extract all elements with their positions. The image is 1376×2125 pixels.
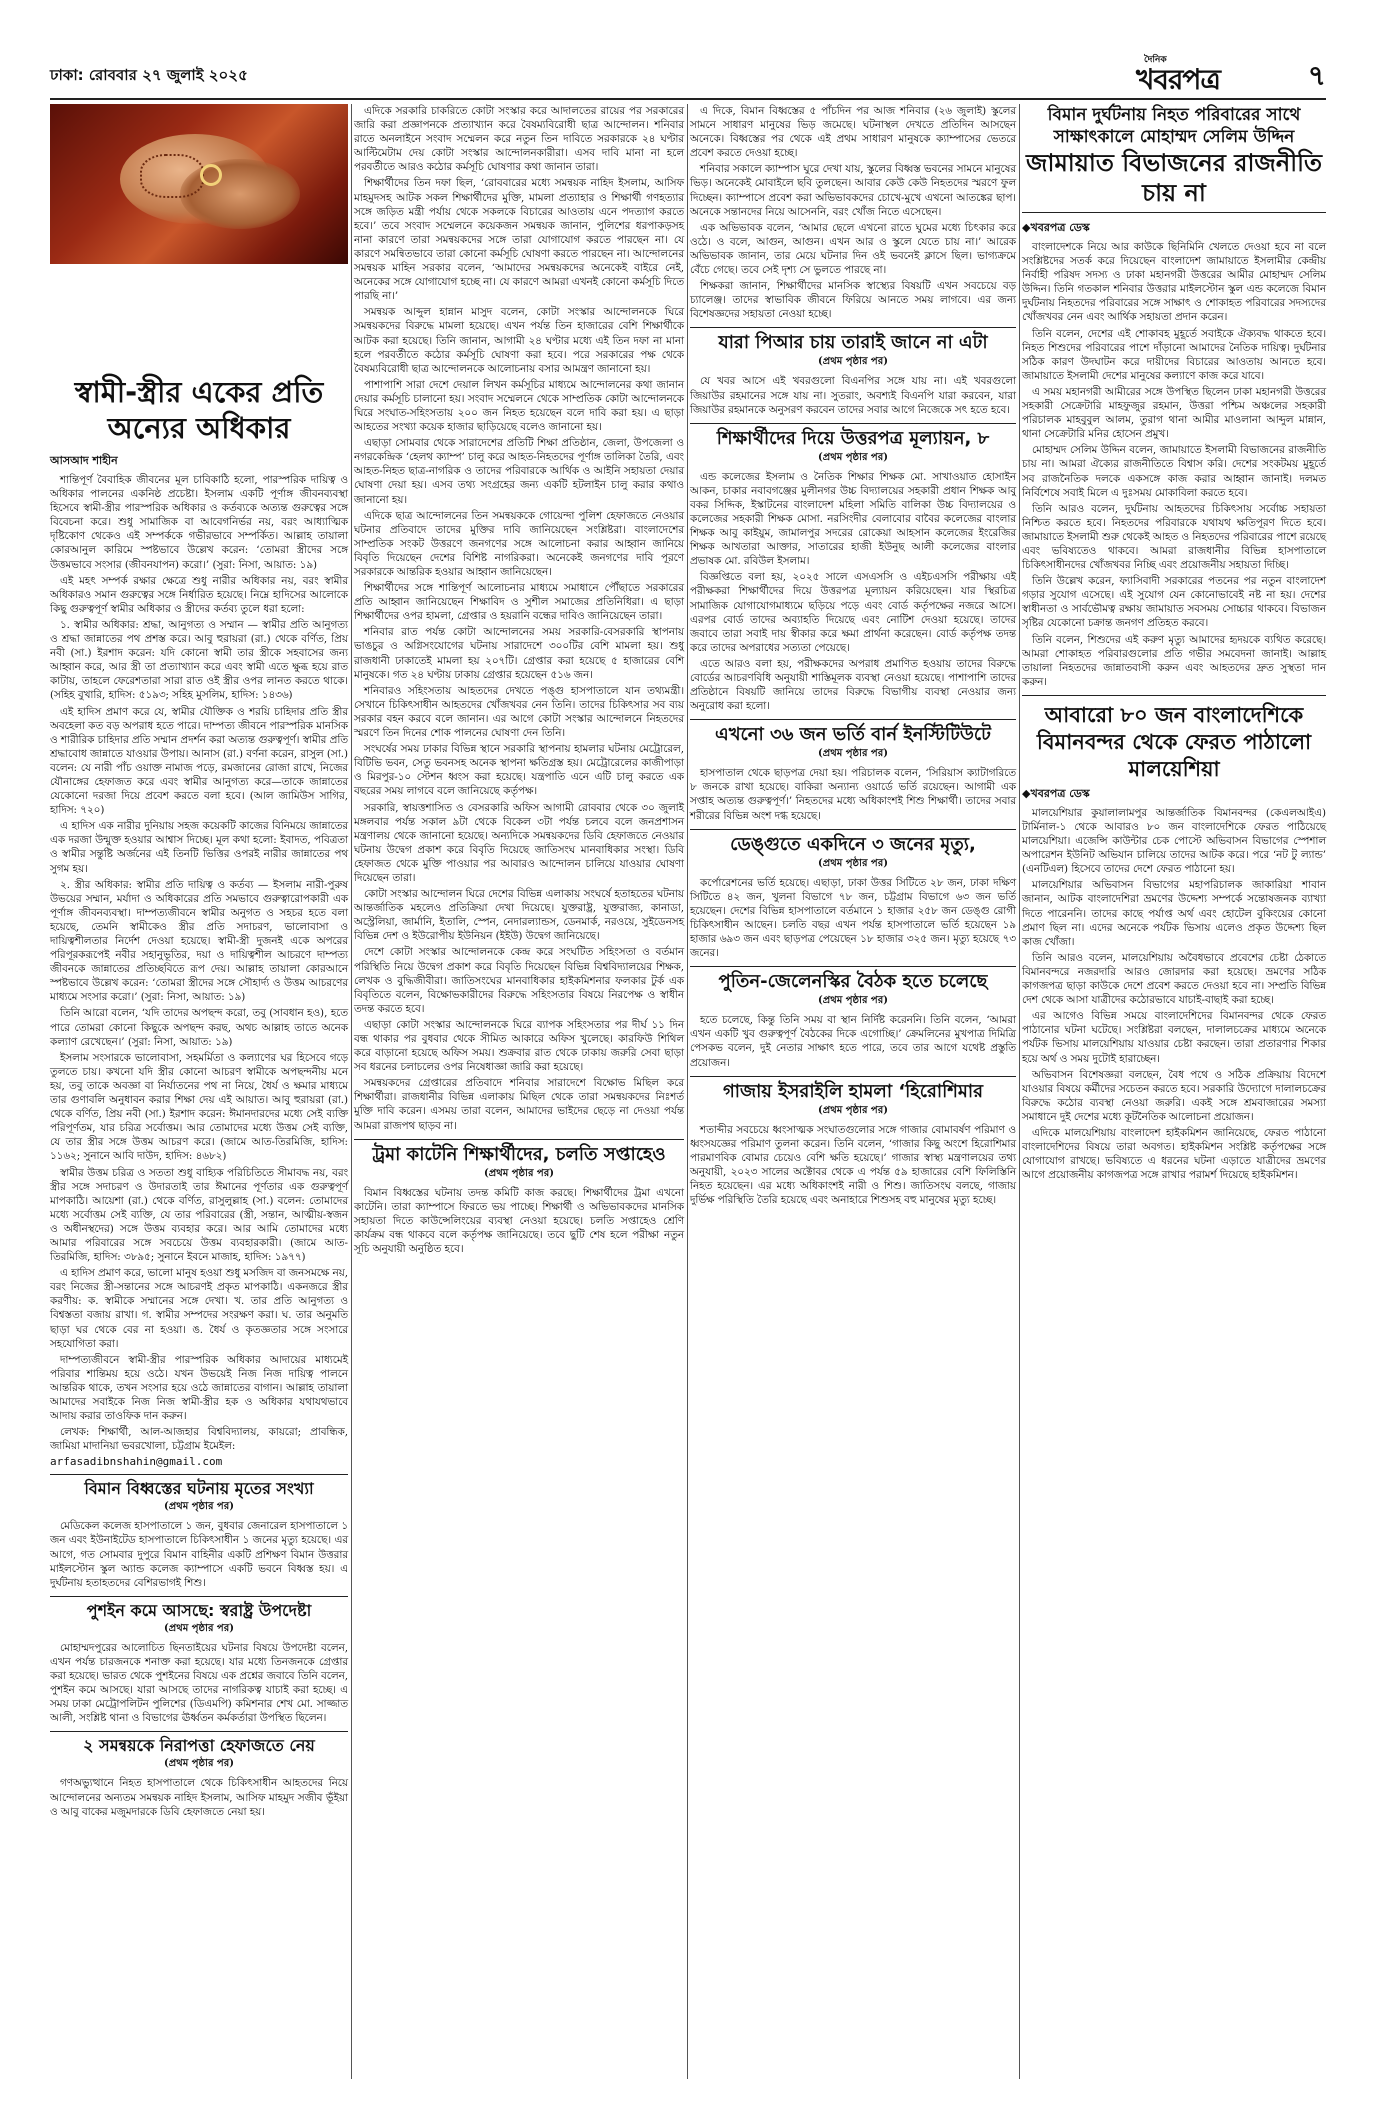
article-title: স্বামী-স্ত্রীর একের প্রতি অন্যের অধিকার — [74, 375, 324, 445]
paragraph: শিক্ষার্থীদের তিন দফা ছিল, ‘রোববারের মধ্যে সমন্বয়ক নাহিদ ইসলাম, আসিফ মাহমুদসহ আটক সকল শিক্ষার্থীদের মুক্তি, মামলা প্রত্যাহার ও শিক্ষার্থী গণহত্যার সঙ্গে জড়িত মন্ত্রী পর্যায় থেকে সকলকে বিচারের আওতায় এনে পদত্যাগ করতে হবে।’ তবে সংবাদ সম্মেলনে কয়েকজন সমন্বয়ক জানান, পুলিশের ধরপাকড়সহ নানা কারণে তারা সমন্বয়কদের সঙ্গে তারা যোগাযোগ করতে পারছেন না। যে কারণে সমন্বিতভাবে তারা কোনো কর্মসূচি ঘোষণা করতে পারছেন না। আন্দোলনের সমন্বয়ক মাহিন সরকার বলেন, ‘আমাদের সমন্বয়কদের অনেকেই বাইরে নেই, অনেকের সঙ্গে যোগাযোগ হচ্ছে না। যে কারণে আমরা এখনই কোনো কর্মসূচি দিতে পারছি না।’ — [354, 177, 684, 303]
story-body — [354, 1186, 684, 1256]
paragraph: শনিবার সকালে ক্যাম্পাস ঘুরে দেখা যায়, স্কুলের বিধ্বস্ত ভবনের সামনে মানুষের ভিড়। অনেকেই মোবাইলে ছবি তুলছেন। আবার কেউ কেউ নিহতদের স্মরণে ফুল দিচ্ছেন। ক্যাম্পাসে প্রবেশ করা অভিভাবকদের চোখে-মুখে এখনো আতঙ্কের ছাপ। অনেকে সন্তানদের নিয়ে আসেননি, বরং খোঁজ নিতে এসেছেন। — [690, 163, 1016, 218]
paragraph: এন্ড কলেজের ইসলাম ও নৈতিক শিক্ষার শিক্ষক মো. সাখাওয়াত হোসাইন আকন, চাকার নবাবগঞ্জের মুলীনগর উচ্চ বিদ্যালয়ের সহকারী প্রধান শিক্ষক আবু বকর সিদ্দিক, ইস্কাটনের বাংলাদেশ মহিলা সমিতি বালিকা উচ্চ বিদ্যালয়ের ও কলেজের সহকারী শিক্ষক মোসা. নরসিংদীর বেলাবোর বাবৈর কলেজের বাংলার শিক্ষক আবু কাইয়ুম, জামালপুর সদরের রোকেয়া আহসান কলেজের ইংরেজির শিক্ষক আখতারা আক্তার, সাতারের হাজী ইউনুছ আলী কলেজের বাংলার প্রভাষক মো. রবিউল ইসলাম। — [690, 470, 1016, 568]
lead-story-header — [1022, 104, 1326, 213]
paragraph: গণঅভ্যুত্থানে নিহত হাসপাতালে থেকে চিকিৎসাধীন আহতদের নিয়ে আন্দোলনের অন্যতম সমন্বয়ক নাহিদ ইসলাম, আসিফ মাহমুদ সজীব ভূঁইয়া ও আবু বাকের মজুমদারকে ডিবি হেফাজতে নেয়া হয়। — [50, 1777, 348, 1818]
paragraph: সমন্বয়কদের গ্রেপ্তারের প্রতিবাদে শনিবার সারাদেশে বিক্ষোভ মিছিল করে শিক্ষার্থীরা। রাজধানীর বিভিন্ন এলাকায় মিছিল থেকে তারা সমন্বয়কদের নিঃশর্ত মুক্তি দাবি করেন। এসময় তারা বলেন, আমাদের ভাইদের ছেড়ে না দেওয়া পর্যন্ত আমরা রাজপথ ছাড়ব না। — [354, 1077, 684, 1132]
page-number: ৭ — [1307, 59, 1326, 92]
section-divider — [354, 1139, 684, 1140]
story-kicker: বিমান দুর্ঘটনায় নিহত পরিবারের সাথে সাক্ষাৎকালে মোহাম্মদ সেলিম উদ্দিন — [1047, 105, 1301, 147]
story-headline: আবারো ৮০ জন বাংলাদেশিকে বিমানবন্দর থেকে ফেরত পাঠালো মালয়েশিয়া — [1036, 702, 1312, 781]
paragraph: তিনি আরো বলেন, ‘যদি তাদের অপছন্দ করো, তবু (সাবধান হও), হতে পারে তোমরা কোনো কিছুকে অপছন্দ করছ, অথচ আল্লাহ তাতে অনেক কল্যাণ রেখেছেন।’ (সুরা: নিসা, আয়াত: ১৯) — [50, 1007, 348, 1048]
paragraph: ইসলাম সংসারকে ভালোবাসা, সহমর্মিতা ও কল্যাণের ঘর হিসেবে গড়ে তুলতে চায়। কখনো যদি স্ত্রীর কোনো আচরণ স্বামীকে অপছন্দনীয় মনে হয়, তবু তাকে অবজ্ঞা বা নির্যাতনের পথ না নিয়ে, ধৈর্য ও ক্ষমার মাধ্যমে তার গুণাবলি অনুধাবন করার শিক্ষা দেয় এই আয়াত। আবু হুরায়রা (রা.) থেকে বর্ণিত, প্রিয় নবী (সা.) ইরশাদ করেন: ঈমানদারদের মধ্যে সেই ব্যক্তি পরিপূর্ণতম, যার চরিত্র সর্বোত্তম। আর তোমাদের মধ্যে উত্তম সেই ব্যক্তি, যে তার স্ত্রীর সঙ্গে উত্তম আচরণ করে। (জামে আত-তিরমিজি, হাদিস: ১১৬২; সুনানে আবি দাউদ, হাদিস: ৪৬৮২) — [50, 1051, 348, 1163]
logo-text: খবরপত্র — [1136, 63, 1220, 96]
section-divider — [690, 719, 1016, 720]
paragraph: সরকারি, স্বায়ত্তশাসিত ও বেসরকারি অফিস আগামী রোববার থেকে ৩০ জুলাই মঙ্গলবার পর্যন্ত সকাল ৯টা থেকে বিকেল ৩টা পর্যন্ত চলবে বলে জনপ্রশাসন মন্ত্রণালয় থেকে জানানো হয়েছে। অন্যদিকে সমন্বয়কদের ডিবি হেফাজতে নেওয়ার ঘটনায় উদ্বেগ প্রকাশ করে বিবৃতি দিয়েছে জাতিসংঘ মানবাধিকার সংস্থা। ডিবি হেফাজত থেকে মুক্তি পাওয়ার পর আবারও আন্দোলন চালিয়ে যাওয়ার ঘোষণা দিয়েছেন তারা। — [354, 801, 684, 884]
issue-date: ঢাকা: রোববার ২৭ জুলাই ২০২৫ — [50, 66, 248, 84]
continued-label: (প্রথম পৃষ্ঠার পর) — [818, 1104, 888, 1116]
paragraph: এছাড়া কোটা সংস্কার আন্দোলনকে ঘিরে ব্যাপক সহিংসতার পর দীর্ঘ ১১ দিন বন্ধ থাকার পর বুধবার থেকে সীমিত আকারে অফিস খুলেছে। কারফিউ শিথিল করে বাড়ানো হয়েছে অফিস সময়। শুক্রবার রাত থেকে ঢাকায় জরুরি সেবা ছাড়া সব ধরনের চলাচলের ওপর নিষেধাজ্ঞা জারি করা হয়েছে। — [354, 1018, 684, 1074]
continued-label: (প্রথম পৃষ্ঠার পর) — [818, 748, 888, 760]
paragraph: তিনি বলেন, দেশের এই শোকাবহ মুহূর্তে সবাইকে ঐক্যবদ্ধ থাকতে হবে। নিহত শিশুদের পরিবারের পাশে দাঁড়ানো আমাদের নৈতিক দায়িত্ব। দুর্ঘটনার সঠিক কারণ উদঘাটন করে দায়ীদের বিচারের আওতায় আনতে হবে। জামায়াতে ইসলামী দেশের মানুষের কল্যাণে কাজ করে যাবে। — [1022, 327, 1326, 382]
column-1 — [50, 104, 348, 1821]
paragraph: কর্পোরেশনের ভর্তি হয়েছে। এছাড়া, ঢাকা উত্তর সিটিতে ২৮ জন, ঢাকা দক্ষিণ সিটিতে ৪২ জন, খুলনা বিভাগে ৭৮ জন, চট্টগ্রাম বিভাগে ৬৩ জন ভর্তি হয়েছেন। দেশের বিভিন্ন হাসপাতালে বর্তমানে ১ হাজার ২৫৮ জন ডেঙ্গু রোগী চিকিৎসাধীন আছেন। চলতি বছর এখন পর্যন্ত হাসপাতালে ভর্তি হয়েছেন ১৯ হাজার ৬৯৩ জন এবং ছাড়পত্র পেয়েছেন ১৮ হাজার ৩২৫ জন। মৃত্যু হয়েছে ৭৩ জনের। — [690, 876, 1016, 960]
paragraph: হতে চলেছে, কিন্তু তিনি সময় বা স্থান নির্দিষ্ট করেননি। তিনি বলেন, ‘আমরা এখন একটি খুব গুরুত্বপূর্ণ বৈঠকের দিকে এগোচ্ছি।’ ক্রেমলিনের মুখপাত্র দিমিত্রি পেসকভ বলেন, দুই নেতার সাক্ষাৎ হতে পারে, তবে তার আগে যথেষ্ট প্রস্তুতি প্রয়োজন। — [690, 1014, 1016, 1069]
paragraph: ২. স্ত্রীর অধিকার: স্বামীর প্রতি দায়িত্ব ও কর্তব্য — ইসলাম নারী-পুরুষ উভয়ের সম্মান, মর্যাদা ও অধিকারের প্রতি সমভাবে গুরুত্বারোপকারী এক পূর্ণাঙ্গ জীবনব্যবস্থা। দাম্পত্যজীবনে স্বামীর অনুগত ও সহচর হতে বলা হয়েছে, তেমনি স্বামীকেও স্ত্রীর প্রতি সদাচরণ, ভালোবাসা ও দায়িত্বশীলতার নির্দেশ দেওয়া হয়েছে। স্বামী-স্ত্রী দুজনই একে অপরের পরিপূরকরূপেই নবীর সহানুভূতির, দয়া ও দায়িত্বশীল আচরণে দাম্পত্য জীবনকে জান্নাতের প্রতিচ্ছবিতে রূপ দেয়। আল্লাহ তায়ালা কোরআনে স্পষ্টভাবে উল্লেখ করেন: ‘তোমরা স্ত্রীদের সঙ্গে সৌহার্দ্য ও উত্তম আচরণের মাধ্যমে সংসার করো।’ (সুরা: নিসা, আয়াত: ১৯) — [50, 878, 348, 1004]
paragraph: এই মহৎ সম্পর্ক রক্ষার ক্ষেত্রে শুধু নারীর অধিকার নয়, বরং স্বামীর অধিকারও সমান গুরুত্বের সঙ্গে নির্ধারিত হয়েছে। নিম্নে হাদিসের আলোকে কিছু গুরুত্বপূর্ণ স্বামীর অধিকার ও স্ত্রীদের কর্তব্য তুলে ধরা হলো: — [50, 574, 348, 615]
paragraph: সমন্বয়ক আব্দুল হান্নান মাসুদ বলেন, কোটা সংস্কার আন্দোলনকে ঘিরে সমন্বয়কদের বিরুদ্ধে মামলা হয়েছে। এখন পর্যন্ত তিন হাজারের বেশি শিক্ষার্থীকে আটক করা হয়েছে। তিনি জানান, আগামী ২৪ ঘণ্টার মধ্যে এই তিন দফা না মানা হলে পরবর্তীতে কঠোর কর্মসূচি ঘোষণা করা হবে। পরে সরকারের পক্ষ থেকে বৈষম্যবিরোধী ছাত্র আন্দোলনকে আলোচনায় বসার আমন্ত্রণ জানানো হয়। — [354, 306, 684, 375]
section-divider — [50, 1474, 348, 1475]
paragraph: কোটা সংস্কার আন্দোলন ঘিরে দেশের বিভিন্ন এলাকায় সংঘর্ষে হতাহতের ঘটনায় আন্তর্জাতিক মহলেও প্রতিক্রিয়া দেখা দিয়েছে। যুক্তরাষ্ট্র, যুক্তরাজ্য, কানাডা, অস্ট্রেলিয়া, জার্মানি, ইতালি, স্পেন, নেদারল্যান্ডস, ডেনমার্ক, নরওয়ে, সুইডেনসহ বিভিন্ন দেশ ও ইউরোপীয় ইউনিয়ন (ইইউ) উদ্বেগ জানিয়েছে। — [354, 888, 684, 943]
story-body — [690, 1123, 1016, 1208]
paragraph: এই হাদিস প্রমাণ করে যে, স্বামীর যৌক্তিক ও শরয়ি চাহিদার প্রতি স্ত্রীর অবহেলা কত বড় অপরাধ হতে পারে। দাম্পত্য জীবনে পারস্পরিক মানসিক ও শারীরিক চাহিদার প্রতি সম্মান প্রদর্শন করা অত্যন্ত গুরুত্বপূর্ণ। স্বামীর প্রতি শ্রদ্ধাবোধ জান্নাতে যাওয়ার উপায়। আনাস (রা.) বর্ণনা করেন, রাসুল (সা.) বলেন: যে নারী পাঁচ ওয়াক্ত নামাজ পড়ে, রমজানের রোজা রাখে, নিজের যৌনাঙ্গের হেফাজত করে এবং স্বামীর আনুগত্য করে—তাকে জান্নাতের যেকোনো দরজা দিয়ে প্রবেশ করতে বলা হবে। (আল জামিউস সাগির, হাদিস: ৭২০) — [50, 705, 348, 817]
logo-small-text: দৈনিক — [1144, 55, 1167, 65]
story-headline: বিমান বিধ্বস্তের ঘটনায় মৃতের সংখ্যা — [84, 1479, 314, 1499]
story-headline: ট্রমা কাটেনি শিক্ষার্থীদের, চলতি সপ্তাহেও — [372, 1143, 666, 1165]
section-divider — [690, 829, 1016, 830]
continued-label: (প্রথম পৃষ্ঠার পর) — [818, 857, 888, 869]
article-body — [50, 473, 348, 1453]
article-body — [690, 104, 1016, 321]
column-divider — [1019, 104, 1020, 2079]
story-body — [1022, 240, 1326, 689]
photo-henna-pattern — [140, 154, 204, 198]
continued-label: (প্রথম পৃষ্ঠার পর) — [164, 1501, 234, 1513]
story-headline: যারা পিআর চায় তারাই জানে না এটা — [718, 332, 988, 354]
column-2 — [354, 104, 684, 1258]
paragraph: এদিকে ছাত্র আন্দোলনের তিন সমন্বয়ককে গোয়েন্দা পুলিশ হেফাজতে নেওয়ার ঘটনার প্রতিবাদে তাদের মুক্তির দাবি জানিয়েছেন সংশ্লিষ্টরা। বাংলাদেশের সাম্প্রতিক সংকট উত্তরণে জনগণের সঙ্গে আলোচনা করার আহ্বান জানিয়ে বিবৃতি দিয়েছেন দেশের বিশিষ্ট নাগরিকরা। অনেকেই জনগণের দাবি পূরণে সরকারকে আন্তরিক হওয়ার আহ্বান জানিয়েছেন। — [354, 509, 684, 578]
article-body — [354, 104, 684, 1133]
section-divider — [50, 1731, 348, 1732]
page-header — [50, 52, 1326, 98]
paragraph: শান্তিপূর্ণ বৈবাহিক জীবনের মূল চাবিকাঠি হলো, পারস্পরিক দায়িত্ব ও অধিকার পালনের একনিষ্ঠ প্রচেষ্টা। ইসলাম একটি পূর্ণাঙ্গ জীবনব্যবস্থা হিসেবে স্বামী-স্ত্রীর পারস্পরিক অধিকার ও কর্তব্যকে অত্যন্ত গুরুত্বের সঙ্গে বিবেচনা করে। শুধু সামাজিক বা আবেগনির্ভর নয়, বরং আধ্যাত্মিক দৃষ্টিকোণ থেকেও এই সম্পর্ককে গভীরভাবে সম্পর্কিত। আল্লাহ তায়ালা কোরআনুল কারিমে স্পষ্টভাবে উল্লেখ করেন: ‘তোমরা স্ত্রীদের সঙ্গে উত্তমভাবে সংসার (জীবনযাপন) করো।’ (সুরা: নিসা, আয়াত: ১৯) — [50, 474, 348, 571]
paragraph: এদিকে সরকারি চাকরিতে কোটা সংস্কার করে আদালতের রায়ের পর সরকারের জারি করা প্রজ্ঞাপনকে প্রত্যাখ্যান করে বৈষম্যবিরোধী ছাত্র আন্দোলন। শনিবার রাতে অনলাইনে সংবাদ সম্মেলন করে নতুন তিন দাবিতে সরকারকে ২৪ ঘণ্টার আল্টিমেটাম দেয় কোটা সংস্কার আন্দোলনকারীরা। এসব দাবি মানা না হলে পরবর্তীতে আরও কঠোর কর্মসূচি ঘোষণার কথা জানান তারা। — [354, 105, 684, 174]
story-body — [690, 766, 1016, 822]
paragraph: মালয়েশিয়ার কুয়ালালামপুর আন্তর্জাতিক বিমানবন্দর (কেএলআইএ) টার্মিনাল-১ থেকে আবারও ৮০ জন বাংলাদেশিকে ফেরত পাঠিয়েছে মালয়েশিয়া। এজেন্সি কাউন্টার চেক পোস্টে অভিবাসন বিভাগের স্পেশাল অপারেশন ইউনিট অভিযান চালিয়ে তাদের আটক করে। পরে ‘নট টু ল্যান্ড’ (এনটিএল) হিসেবে তাদের দেশে ফেরত পাঠানো হয়। — [1022, 806, 1326, 876]
column-3 — [690, 104, 1016, 1209]
story-body — [690, 876, 1016, 961]
paragraph: বিজ্ঞপ্তিতে বলা হয়, ২০২৫ সালে এসএসসি ও এইচএসসি পরীক্ষায় এই পরীক্ষকরা শিক্ষার্থীদের দিয়ে উত্তরপত্র মূল্যায়ন করিয়েছেন। যার স্থিরচিত্র সামাজিক যোগাযোগমাধ্যমে ছড়িয়ে পড়ে এবং বোর্ড কর্তৃপক্ষের নজরে আসে। এরপর বোর্ড তাদের অব্যাহতি দিয়েছে এবং নোটিশ দেওয়া হয়েছে। তাদের জবাবে তারা সবাই দায় স্বীকার করে ক্ষমা প্রার্থনা করেছেন। বোর্ড কর্তৃপক্ষ তদন্ত করে তাদের অপরাধের সত্যতা পেয়েছে। — [690, 571, 1016, 654]
reporter-credit: ◆ খবরপত্র ডেস্ক — [1022, 219, 1326, 238]
photo-ring — [200, 164, 222, 186]
section-divider — [690, 966, 1016, 967]
paragraph: যে খবর আসে এই খবরগুলো বিএনপির সঙ্গে যায় না। এই খবরগুলো জিয়াউর রহমানের সঙ্গে যায় না। সুতরাং, অবশ্যই বিএনপি যারা করবেন, যারা জিয়াউর রহমানকে অনুসরণ করবেন তাদের সবার আগে নিজেকে সৎ হতে হবে। — [690, 375, 1016, 416]
story-headline: শিক্ষার্থীদের দিয়ে উত্তরপত্র মূল্যায়ন, ৮ — [716, 427, 990, 449]
article-author: আসআদ শাহীন — [50, 454, 118, 467]
paragraph: তিনি উল্লেখ করেন, ফ্যাসিবাদী সরকারের পতনের পর নতুন বাংলাদেশ গড়ার সুযোগ এসেছে। এই সুযোগ যেন কোনোভাবেই নষ্ট না হয়। দেশের স্বাধীনতা ও সার্বভৌমত্ব রক্ষায় জামায়াত সবসময় সোচ্চার থাকবে। বিভাজন সৃষ্টির যেকোনো চক্রান্ত জনগণ প্রতিহত করবে। — [1022, 575, 1326, 630]
reporter-credit: ◆ খবরপত্র ডেস্ক — [1022, 785, 1326, 804]
masthead-logo — [1136, 52, 1256, 94]
header-divider — [50, 98, 1326, 100]
story-body — [50, 1519, 348, 1589]
section-divider — [1022, 695, 1326, 696]
paragraph: শিক্ষকরা জানান, শিক্ষার্থীদের মানসিক স্বাস্থ্যের বিষয়টি এখন সবচেয়ে বড় চ্যালেঞ্জ। তাদের স্বাভাবিক জীবনে ফিরিয়ে আনতে সময় লাগবে। এর জন্য বিশেষজ্ঞদের সহায়তা নেওয়া হচ্ছে। — [690, 280, 1016, 321]
paragraph: মোহাম্মদ সেলিম উদ্দিন বলেন, জামায়াতে ইসলামী বিভাজনের রাজনীতি চায় না। আমরা ঐক্যের রাজনীতিতে বিশ্বাস করি। দেশের সংকটময় মুহূর্তে সব রাজনৈতিক দলকে একসঙ্গে কাজ করার আহ্বান জানাই। দলমত নির্বিশেষে সবাই মিলে এ দুঃসময় মোকাবিলা করতে হবে। — [1022, 444, 1326, 499]
paragraph: এক অভিভাবক বলেন, ‘আমার ছেলে এখনো রাতে ঘুমের মধ্যে চিৎকার করে ওঠে। ও বলে, আগুন, আগুন। এখন আর ও স্কুলে যেতে চায় না।’ আরেক অভিভাবক জানান, তার মেয়ে ঘটনার দিন ওই ভবনেই ক্লাসে ছিল। ভাগ্যক্রমে বেঁচে গেছে। তবে সেই দৃশ্য সে ভুলতে পারছে না। — [690, 221, 1016, 277]
story-body — [690, 470, 1016, 714]
story-headline: এখনো ৩৬ জন ভর্তি বার্ন ইনস্টিটিউটে — [715, 724, 991, 746]
paragraph: এ দিকে, বিমান বিধ্বস্তের ৫ পাঁচদিন পর আজ শনিবার (২৬ জুলাই) স্কুলের সামনে সাধারণ মানুষের ভিড় জমেছে। ঘটনাস্থল দেখতে প্রতিদিন আসছেন অনেকে। বিধ্বস্তের পর থেকে এই প্রথম সাধারণ মানুষকে ক্যাম্পাসের ভেতরে প্রবেশ করতে দেওয়া হচ্ছে। — [690, 105, 1016, 160]
paragraph: মোহাম্মদপুরের আলোচিত ছিনতাইয়ের ঘটনার বিষয়ে উপদেষ্টা বলেন, এখন পর্যন্ত চারজনকে শনাক্ত করা হয়েছে। যার মধ্যে তিনজনকে গ্রেপ্তার করা হয়েছে। ভারত থেকে পুশইনের বিষয়ে এক প্রশ্নের জবাবে তিনি বলেন, পুশইন কমে আসছে। যারা আসছে তাদের নাগরিকত্ব যাচাই করা হচ্ছে। এ সময় ঢাকা মেট্রোপলিটন পুলিশের (ডিএমপি) কমিশনার শেখ মো. সাজ্জাত আলী, সংশ্লিষ্ট থানা ও বিভাগের ঊর্ধ্বতন কর্মকর্তারা উপস্থিত ছিলেন। — [50, 1641, 348, 1725]
continued-label: (প্রথম পৃষ্ঠার পর) — [164, 1758, 234, 1770]
story-body — [50, 1641, 348, 1726]
section-divider — [690, 327, 1016, 328]
paragraph: সংঘর্ষের সময় ঢাকার বিভিন্ন স্থানে সরকারি স্থাপনায় হামলার ঘটনায় মেট্রোরেল, বিটিভি ভবন, সেতু ভবনসহ অনেক স্থাপনা ক্ষতিগ্রস্ত হয়। মেট্রোরেলের কাজীপাড়া ও মিরপুর-১০ স্টেশন ধ্বংস করা হয়েছে। যন্ত্রপাতি এনে এটি চালু করতে এক বছরের সময় লাগবে বলে জানিয়েছে কর্তৃপক্ষ। — [354, 743, 684, 798]
story-headline: পুতিন-জেলেনস্কির বৈঠক হতে চলেছে — [718, 971, 988, 993]
continued-label: (প্রথম পৃষ্ঠার পর) — [484, 1167, 554, 1179]
story-body — [690, 1013, 1016, 1069]
paragraph: অভিবাসন বিশেষজ্ঞরা বলছেন, বৈধ পথে ও সঠিক প্রক্রিয়ায় বিদেশে যাওয়ার বিষয়ে কর্মীদের সচেতন করতে হবে। সরকারি উদ্যোগে দালালচক্রের বিরুদ্ধে কঠোর ব্যবস্থা নেওয়া জরুরি। একই সঙ্গে শ্রমবাজারের সমস্যা সমাধানে দুই দেশের মধ্যে কূটনৈতিক আলোচনা প্রয়োজন। — [1022, 1068, 1326, 1123]
story-headline: গাজায় ইসরাইলি হামলা ‘হিরোশিমার — [722, 1080, 984, 1102]
paragraph: লেখক: শিক্ষার্থী, আল-আজহার বিশ্ববিদ্যালয়, কায়রো; প্রাবন্ধিক, জামিয়া মাদানিয়া ভবরখোলা, চট্টগ্রাম ইমেইল: — [50, 1426, 348, 1453]
paragraph: মালয়েশিয়ার অভিবাসন বিভাগের মহাপরিচালক জাকারিয়া শাবান জানান, আটক বাংলাদেশিরা ভ্রমণের উদ্দেশ্য সম্পর্কে সন্তোষজনক ব্যাখ্যা দিতে পারেননি। তাদের কাছে পর্যাপ্ত অর্থ এবং হোটেল বুকিংয়ের কোনো প্রমাণ ছিল না। এদের অনেকে পর্যটক ভিসায় এলেও প্রকৃত উদ্দেশ্য ছিল কাজ খোঁজা। — [1022, 879, 1326, 948]
story-headline: পুশইন কমে আসছে: স্বরাষ্ট্র উপদেষ্টা — [86, 1600, 312, 1620]
author-email[interactable]: arfasadibnshahin@gmail.com — [50, 1455, 223, 1469]
continued-label: (প্রথম পৃষ্ঠার পর) — [818, 451, 888, 463]
story-headline: ডেঙ্গুতে একদিনে ৩ জনের মৃত্যু, — [730, 833, 976, 855]
paragraph: তিনি আরও বলেন, মালয়েশিয়ায় অবৈধভাবে প্রবেশের চেষ্টা ঠেকাতে বিমানবন্দরে নজরদারি আরও জোরদার করা হয়েছে। ভ্রমণের সঠিক কাগজপত্র ছাড়া কাউকে দেশে প্রবেশ করতে দেওয়া হবে না। সম্প্রতি বিভিন্ন দেশ থেকে আসা যাত্রীদের কঠোরভাবে যাচাই-বাছাই করা হচ্ছে। — [1022, 951, 1326, 1007]
paragraph: এ হাদিস এক নারীর দুনিয়ায় সহজ কয়েকটি কাজের বিনিময়ে জান্নাতের এক দরজা উন্মুক্ত হওয়ার আশ্বাস দিচ্ছে। মূল কথা হলো: ইবাদত, পবিত্রতা ও স্বামীর সন্তুষ্টি অর্জনের এই তিনটি ভিত্তির ওপরই নারীর জান্নাতের পথ সুগম হয়। — [50, 820, 348, 875]
paragraph: পাশাপাশি সারা দেশে দেয়াল লিখন কর্মসূচির মাধ্যমে আন্দোলনের কথা জানান দেয়ার কর্মসূচি চালানো হয়। সংবাদ সম্মেলনে থেকে সাম্প্রতিক কোটা আন্দোলনকে ঘিরে সংঘাত-সহিংসতায় ২০০ জন নিহত হয়েছেন বলে দাবি করা হয়। এ ছাড়া আহতের সংখ্যা কয়েক হাজার ছাড়িয়েছে বলেও জানানো হয়। — [354, 378, 684, 434]
story-body — [1022, 806, 1326, 1182]
continued-label: (প্রথম পৃষ্ঠার পর) — [818, 995, 888, 1007]
wedding-hands-photo — [50, 104, 348, 264]
paragraph: বাংলাদেশকে নিয়ে আর কাউকে ছিনিমিনি খেলতে দেওয়া হবে না বলে সংশ্লিষ্টদের সতর্ক করে দিয়েছেন বাংলাদেশ জামায়াতে ইসলামীর কেন্দ্রীয় নির্বাহী পরিষদ সদস্য ও ঢাকা মহানগরী উত্তরের আমীর মোহাম্মদ সেলিম উদ্দিন। তিনি গতকাল শনিবার উত্তরার মাইলস্টোন স্কুল এন্ড কলেজে বিমান দুর্ঘটনায় নিহতদের পরিবারের সঙ্গে সাক্ষাৎ ও শোকাহত পরিবারের সদস্যদের খোঁজখবর নেন এবং আর্থিক সহায়তা প্রদান করেন। — [1022, 241, 1326, 324]
continued-label: (প্রথম পৃষ্ঠার পর) — [164, 1622, 234, 1634]
paragraph: দেশে কোটা সংস্কার আন্দোলনকে কেন্দ্র করে সংঘটিত সহিংসতা ও বর্তমান পরিস্থিতি নিয়ে উদ্বেগ প্রকাশ করে বিবৃতি দিয়েছেন বিভিন্ন বিশ্ববিদ্যালয়ের শিক্ষক, লেখক ও বুদ্ধিজীবীরা। জাতিসংঘের মানবাধিকার হাইকমিশনার ফলকার টুর্ক এক বিবৃতিতে বলেন, বিক্ষোভকারীদের বিরুদ্ধে সহিংসতার বিষয়ে নিরপেক্ষ ও স্বাধীন তদন্ত করতে হবে। — [354, 946, 684, 1015]
story-headline: ২ সমন্বয়কে নিরাপত্তা হেফাজতে নেয় — [83, 1736, 315, 1756]
paragraph: শনিবারও সহিংসতায় আহতদের দেখতে পঙ্গু হাসপাতালে যান তথ্যমন্ত্রী। সেখানে চিকিৎসাধীন আহতদের খোঁজখবর নেন তিনি। তাদের চিকিৎসার সব ব্যয় সরকার বহন করবে বলে জানান। এর আগে কোটা সংস্কার আন্দোলনে নিহতদের স্মরণে তিন দিনের শোক পালনের ঘোষণা দেন তিনি। — [354, 684, 684, 740]
paragraph: শিক্ষার্থীদের সঙ্গে শান্তিপূর্ণ আলোচনার মাধ্যমে সমাধানে পৌঁছাতে সরকারের প্রতি আহ্বান জানিয়েছেন শিক্ষাবিদ ও সুশীল সমাজের প্রতিনিধিরা। এ ছাড়া শিক্ষার্থীদের ওপর হামলা, গ্রেপ্তার ও হয়রানি বন্ধের দাবিও জানিয়েছেন তারা। — [354, 582, 684, 623]
story-body — [50, 1776, 348, 1818]
section-divider — [50, 1596, 348, 1597]
paragraph: তিনি আরও বলেন, দুর্ঘটনায় আহতদের চিকিৎসায় সর্বোচ্চ সহায়তা নিশ্চিত করতে হবে। নিহতদের পরিবারকে যথাযথ ক্ষতিপূরণ দিতে হবে। জামায়াতে ইসলামী শুরু থেকেই আহত ও নিহতদের পরিবারের পাশে রয়েছে এবং ভবিষ্যতেও থাকবে। আমরা রাজধানীর বিভিন্ন হাসপাতালে চিকিৎসাধীনদের খোঁজখবর নিচ্ছি এবং প্রয়োজনীয় সহায়তা দিচ্ছি। — [1022, 502, 1326, 572]
paragraph: এতে আরও বলা হয়, পরীক্ষকদের অপরাধ প্রমাণিত হওয়ায় তাদের বিরুদ্ধে বোর্ডের আচরণবিধি অনুযায়ী শাস্তিমূলক ব্যবস্থা নেওয়া হয়েছে। পাশাপাশি তাদের প্রতিষ্ঠানে বিষয়টি জানিয়ে তাদের বিরুদ্ধে বিভাগীয় ব্যবস্থা নেওয়ার জন্য অনুরোধ করা হলো। — [690, 657, 1016, 713]
section-divider — [690, 1076, 1016, 1077]
paragraph: মেডিকেল কলেজ হাসপাতালে ১ জন, বুধবার জেনারেল হাসপাতালে ১ জন এবং ইউনাইটেড হাসপাতালে চিকিৎসাধীন ১ জনের মৃত্যু হয়েছে। এর আগে, গত সোমবার দুপুরে বিমান বাহিনীর একটি প্রশিক্ষণ বিমান উত্তরার মাইলস্টোন স্কুল অ্যান্ড কলেজ ক্যাম্পাসে একটি ভবনে বিধ্বস্ত হয়। এ দুর্ঘটনায় হতাহতদের বেশিরভাগই শিশু। — [50, 1520, 348, 1589]
paragraph: শতাব্দীর সবচেয়ে ধ্বংসাত্মক সংঘাতগুলোর সঙ্গে গাজার বোমাবর্ষণ পরিমাণ ও ধ্বংসযজ্ঞের পরিমাণ তুলনা করেন। তিনি বলেন, ‘গাজার কিছু অংশে হিরোশিমার পারমাণবিক বোমার চেয়েও বেশি ক্ষতি হয়েছে।’ গাজার স্বাস্থ্য মন্ত্রণালয়ের তথ্য অনুযায়ী, ২০২৩ সালের অক্টোবর থেকে এ পর্যন্ত ৫৯ হাজারের বেশি ফিলিস্তিনি নিহত হয়েছেন। এর মধ্যে অধিকাংশই নারী ও শিশু। জাতিসংঘ বলছে, গাজায় দুর্ভিক্ষ পরিস্থিতি তৈরি হয়েছে এবং অনাহারে শিশুসহ বহু মানুষের মৃত্যু হচ্ছে। — [690, 1123, 1016, 1207]
paragraph: ১. স্বামীর অধিকার: শ্রদ্ধা, আনুগত্য ও সম্মান — স্বামীর প্রতি আনুগত্য ও শ্রদ্ধা জান্নাতের পথ প্রশস্ত করে। আবু হুরায়রা (রা.) থেকে বর্ণিত, প্রিয় নবী (সা.) ইরশাদ করেন: যদি কোনো স্বামী তার স্ত্রীকে সহবাসের জন্য আহ্বান করে, আর স্ত্রী তা প্রত্যাখ্যান করে এবং স্বামী এতে ক্ষুব্ধ হয়ে রাত কাটায়, তাহলে ফেরেশতারা সারা রাত ওই স্ত্রীর ওপর লানত করতে থাকে। (সহিহ বুখারি, হাদিস: ৫১৯৩; সহিহ মুসলিম, হাদিস: ১৪৩৬) — [50, 618, 348, 702]
column-divider — [687, 104, 688, 2079]
paragraph: এদিকে মালয়েশিয়ায় বাংলাদেশ হাইকমিশন জানিয়েছে, ফেরত পাঠানো বাংলাদেশিদের বিষয়ে তারা অবগত। হাইকমিশন সংশ্লিষ্ট কর্তৃপক্ষের সঙ্গে যোগাযোগ রাখছে। ভবিষ্যতে এ ধরনের ঘটনা এড়াতে যাত্রীদের ভ্রমণের আগে প্রয়োজনীয় কাগজপত্র সঙ্গে রাখার পরামর্শ দিয়েছে হাইকমিশন। — [1022, 1126, 1326, 1182]
column-divider — [351, 104, 352, 2079]
paragraph: দাম্পত্যজীবনে স্বামী-স্ত্রীর পারস্পরিক অধিকার আদায়ের মাধ্যমেই পরিবার শান্তিময় হয়ে ওঠে। যখন উভয়েই নিজ নিজ দায়িত্ব পালনে আন্তরিক থাকে, তখন সংসার হয়ে ওঠে জান্নাতের বাগান। আল্লাহ তায়ালা আমাদের সবাইকে নিজ নিজ স্বামী-স্ত্রীর হক ও অধিকার যথাযথভাবে আদায় করার তাওফিক দান করুন। — [50, 1353, 348, 1423]
paragraph: স্বামীর উত্তম চরিত্র ও সততা শুধু বাহ্যিক পরিচিতিতে সীমাবদ্ধ নয়, বরং স্ত্রীর সঙ্গে সদাচরণ ও উদারতাই তার ঈমানের পূর্ণতার এক গুরুত্বপূর্ণ মাপকাঠি। আয়েশা (রা.) থেকে বর্ণিত, রাসুলুল্লাহ (সা.) বলেন: তোমাদের মধ্যে সর্বোত্তম সেই ব্যক্তি, যে তার পরিবারের (স্ত্রী, সন্তান, আত্মীয়-স্বজন ও অধীনস্থদের) সঙ্গে উত্তম ব্যবহার করে। আর আমি তোমাদের মধ্যে আমার পরিবারের সঙ্গে সবচেয়ে উত্তম ব্যবহারকারী। (জামে আত-তিরমিজি, হাদিস: ৩৮৯৫; সুনানে ইবনে মাজাহ, হাদিস: ১৯৭৭) — [50, 1166, 348, 1264]
paragraph: শনিবার রাত পর্যন্ত কোটা আন্দোলনের সময় সরকারি-বেসরকারি স্থাপনায় ভাঙচুর ও অগ্নিসংযোগের ঘটনায় সারাদেশে ৩০০টির বেশি মামলা হয়। শুধু রাজধানী ঢাকাতেই মামলা হয় ২০৭টি। গ্রেপ্তার করা হয়েছে ৫ হাজারের বেশি মানুষকে। গত ২৪ ঘণ্টায় ঢাকায় গ্রেপ্তার হয়েছেন ৫১৬ জন। — [354, 626, 684, 681]
paragraph: এ সময় মহানগরী আমীরের সঙ্গে উপস্থিত ছিলেন ঢাকা মহানগরী উত্তরের সহকারী সেক্রেটারি মাহফুজুর রহমান, উত্তরা পশ্চিম অঞ্চলের সহকারী পরিচালক মাহবুবুল আলম, তুরাগ থানা আমীর মাওলানা আব্দুল মান্নান, থানা সেক্রেটারি মনির হোসেন প্রমুখ। — [1022, 385, 1326, 441]
paragraph: এছাড়া সোমবার থেকে সারাদেশের প্রতিটি শিক্ষা প্রতিষ্ঠান, জেলা, উপজেলা ও নগরকেন্দ্রিক ‘হেলথ ক্যাম্প’ চালু করে আহত-নিহতদের পূর্ণাঙ্গ তালিকা তৈরি, এবং আহত-নিহত ছাত্র-নাগরিক ও তাদের পরিবারকে আর্থিক ও আইনি সহায়তা দেয়ার ঘোষণা দেয়া হয়। এসব তথ্য সংগ্রহের জন্য একটি হটলাইন চালু করার কথাও জানানো হয়। — [354, 437, 684, 506]
paragraph: এর আগেও বিভিন্ন সময়ে বাংলাদেশিদের বিমানবন্দর থেকে ফেরত পাঠানোর ঘটনা ঘটেছে। সংশ্লিষ্টরা বলছেন, দালালচক্রের মাধ্যমে অনেকে পর্যটক ভিসায় মালয়েশিয়ায় যাওয়ার চেষ্টা করছেন। তারা প্রতারণার শিকার হয়ে অর্থ ও সময় দুটোই হারাচ্ছেন। — [1022, 1010, 1326, 1065]
column-4 — [1022, 104, 1326, 1184]
story-body — [690, 374, 1016, 416]
paragraph: তিনি বলেন, শিশুদের এই করুণ মৃত্যু আমাদের হৃদয়কে ব্যথিত করেছে। আমরা শোকাহত পরিবারগুলোর প্রতি গভীর সমবেদনা জানাই। আল্লাহ তায়ালা নিহতদের জান্নাতবাসী করুন এবং আহতদের দ্রুত সুস্থতা দান করুন। — [1022, 633, 1326, 688]
paragraph: হাসপাতাল থেকে ছাড়পত্র দেয়া হয়। পরিচালক বলেন, ‘সিরিয়াস ক্যাটাগরিতে ৮ জনকে রাখা হয়েছে। বাকিরা অন্যান্য ওয়ার্ডে ভর্তি রয়েছেন। আগামী এক সপ্তাহ অত্যন্ত গুরুত্বপূর্ণ।’ নিহতদের মধ্যে অধিকাংশই শিশু শিক্ষার্থী। তাদের সবার শরীরের বিভিন্ন অংশ দগ্ধ হয়েছে। — [690, 767, 1016, 822]
paragraph: এ হাদিস প্রমাণ করে, ভালো মানুষ হওয়া শুধু মসজিদ বা জনসমক্ষে নয়, বরং নিজের স্ত্রী-সন্তানের সঙ্গে আচরণই প্রকৃত মাপকাঠি। একনজরে স্ত্রীর করণীয়: ক. স্বামীকে সম্মানের সঙ্গে দেখা। খ. তার প্রতি আনুগত্য ও বিশ্বস্ততা বজায় রাখা। গ. স্বামীর সম্পদের সংরক্ষণ করা। ঘ. তার অনুমতি ছাড়া ঘর থেকে বের না হওয়া। ঙ. ধৈর্য ও কৃতজ্ঞতার সঙ্গে সংসারে সহযোগিতা করা। — [50, 1267, 348, 1350]
section-divider — [690, 423, 1016, 424]
story-headline: জামায়াত বিভাজনের রাজনীতি চায় না — [1026, 149, 1322, 207]
paragraph: বিমান বিধ্বস্তের ঘটনায় তদন্ত কমিটি কাজ করছে। শিক্ষার্থীদের ট্রমা এখনো কাটেনি। তারা ক্যাম্পাসে ফিরতে ভয় পাচ্ছে। শিক্ষার্থী ও অভিভাবকদের মানসিক সহায়তা দিতে কাউন্সেলিংয়ের ব্যবস্থা নেওয়া হয়েছে। চলতি সপ্তাহেও শ্রেণি কার্যক্রম বন্ধ থাকবে বলে কর্তৃপক্ষ জানিয়েছে। তবে ছুটি শেষ হলে পরীক্ষা নতুন সূচি অনুযায়ী অনুষ্ঠিত হবে। — [354, 1186, 684, 1256]
continued-label: (প্রথম পৃষ্ঠার পর) — [818, 356, 888, 368]
